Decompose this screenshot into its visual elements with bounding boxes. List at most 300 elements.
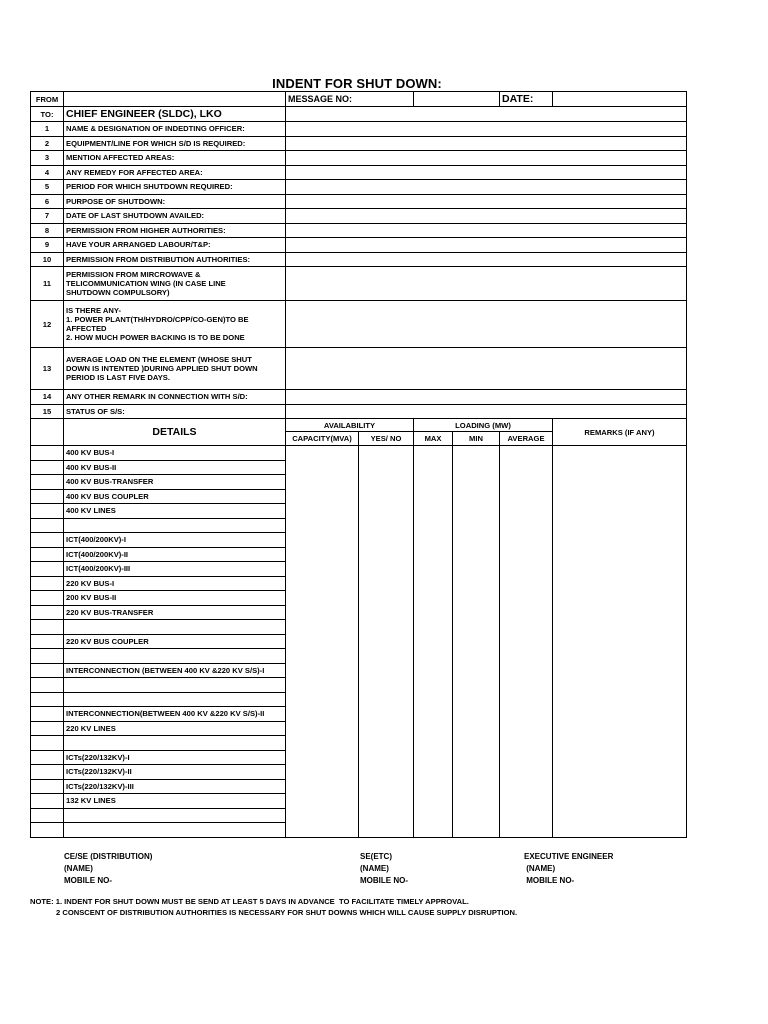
details-row-blank xyxy=(31,446,64,461)
question-answer-field[interactable] xyxy=(286,209,687,224)
details-entry-cell[interactable] xyxy=(553,736,687,751)
details-entry-cell[interactable] xyxy=(414,721,453,736)
message-no-field[interactable] xyxy=(414,92,500,107)
details-entry-cell[interactable] xyxy=(359,504,414,519)
details-entry-cell[interactable] xyxy=(286,576,359,591)
signature-mobile: MOBILE NO- xyxy=(360,876,408,885)
details-row-blank xyxy=(31,620,64,635)
details-row xyxy=(31,620,687,635)
form-title: INDENT FOR SHUT DOWN: xyxy=(272,76,442,91)
details-entry-cell[interactable] xyxy=(553,475,687,490)
details-row-label: 132 KV LINES xyxy=(64,794,286,809)
details-entry-cell[interactable] xyxy=(453,489,500,504)
details-entry-cell[interactable] xyxy=(414,692,453,707)
details-row-label: ICTs(220/132KV)-I xyxy=(64,750,286,765)
details-entry-cell[interactable] xyxy=(553,750,687,765)
details-entry-cell[interactable] xyxy=(359,750,414,765)
details-entry-cell[interactable] xyxy=(553,504,687,519)
details-entry-cell[interactable] xyxy=(453,663,500,678)
details-entry-cell[interactable] xyxy=(500,707,553,722)
details-entry-cell[interactable] xyxy=(286,562,359,577)
details-entry-cell[interactable] xyxy=(500,591,553,606)
details-entry-cell[interactable] xyxy=(414,765,453,780)
question-row xyxy=(31,301,687,348)
from-value-cell[interactable] xyxy=(64,92,286,107)
details-entry-cell[interactable] xyxy=(414,605,453,620)
details-entry-cell[interactable] xyxy=(500,750,553,765)
details-entry-cell[interactable] xyxy=(414,533,453,548)
details-entry-cell[interactable] xyxy=(553,562,687,577)
question-number: 2 xyxy=(31,136,64,151)
details-row-blank xyxy=(31,750,64,765)
details-entry-cell[interactable] xyxy=(553,518,687,533)
details-entry-cell[interactable] xyxy=(359,649,414,664)
details-entry-cell[interactable] xyxy=(414,707,453,722)
details-entry-cell[interactable] xyxy=(359,634,414,649)
details-entry-cell[interactable] xyxy=(359,663,414,678)
question-answer-field[interactable] xyxy=(286,404,687,419)
details-row-label: 220 KV BUS-TRANSFER xyxy=(64,605,286,620)
question-row xyxy=(31,223,687,238)
details-entry-cell[interactable] xyxy=(553,823,687,838)
details-entry-cell[interactable] xyxy=(414,779,453,794)
details-row-blank xyxy=(31,678,64,693)
question-number: 8 xyxy=(31,223,64,238)
details-entry-cell[interactable] xyxy=(500,678,553,693)
question-row xyxy=(31,348,687,390)
details-entry-cell[interactable] xyxy=(453,620,500,635)
details-entry-cell[interactable] xyxy=(553,692,687,707)
details-entry-cell[interactable] xyxy=(359,808,414,823)
question-row xyxy=(31,165,687,180)
details-row-blank xyxy=(31,634,64,649)
details-row-blank xyxy=(31,707,64,722)
details-row-blank xyxy=(31,504,64,519)
details-entry-cell[interactable] xyxy=(500,446,553,461)
details-entry-cell[interactable] xyxy=(286,678,359,693)
details-row-label: INTERCONNECTION (BETWEEN 400 KV &220 KV S/S)-I xyxy=(64,663,286,678)
details-entry-cell[interactable] xyxy=(286,823,359,838)
question-answer-field[interactable] xyxy=(286,194,687,209)
details-row-label: 220 KV BUS COUPLER xyxy=(64,634,286,649)
question-text xyxy=(64,267,286,301)
details-entry-cell[interactable] xyxy=(359,475,414,490)
details-entry-cell[interactable] xyxy=(414,808,453,823)
details-row-blank xyxy=(31,576,64,591)
details-entry-cell[interactable] xyxy=(414,460,453,475)
details-entry-cell[interactable] xyxy=(453,736,500,751)
details-entry-cell[interactable] xyxy=(500,576,553,591)
details-entry-cell[interactable] xyxy=(553,721,687,736)
details-entry-cell[interactable] xyxy=(453,605,500,620)
details-entry-cell[interactable] xyxy=(414,547,453,562)
question-number: 10 xyxy=(31,252,64,267)
details-row xyxy=(31,794,687,809)
details-entry-cell[interactable] xyxy=(359,576,414,591)
details-entry-cell[interactable] xyxy=(500,794,553,809)
details-entry-cell[interactable] xyxy=(414,562,453,577)
details-entry-cell[interactable] xyxy=(414,678,453,693)
question-number: 3 xyxy=(31,151,64,166)
details-entry-cell[interactable] xyxy=(414,446,453,461)
details-entry-cell[interactable] xyxy=(286,591,359,606)
details-entry-cell[interactable] xyxy=(453,460,500,475)
details-entry-cell[interactable] xyxy=(414,823,453,838)
details-entry-cell[interactable] xyxy=(453,547,500,562)
question-text: PERIOD FOR WHICH SHUTDOWN REQUIRED: xyxy=(64,180,286,195)
details-entry-cell[interactable] xyxy=(359,779,414,794)
question-text-line: 1. POWER PLANT(TH/HYDRO/CPP/CO-GEN)TO BE xyxy=(66,315,249,324)
subheading-yes-no: YES/ NO xyxy=(359,432,414,446)
details-entry-cell[interactable] xyxy=(359,736,414,751)
details-entry-cell[interactable] xyxy=(414,750,453,765)
details-entry-cell[interactable] xyxy=(500,736,553,751)
subheading-min: MIN xyxy=(453,432,500,446)
subheading-max: MAX xyxy=(414,432,453,446)
to-value: CHIEF ENGINEER (SLDC), LKO xyxy=(64,107,286,122)
remarks-heading: REMARKS (IF ANY) xyxy=(553,419,687,446)
signature-mobile: MOBILE NO- xyxy=(64,876,112,885)
details-entry-cell[interactable] xyxy=(359,707,414,722)
details-entry-cell[interactable] xyxy=(500,533,553,548)
details-entry-cell[interactable] xyxy=(286,808,359,823)
details-entry-cell[interactable] xyxy=(414,475,453,490)
details-entry-cell[interactable] xyxy=(359,533,414,548)
details-entry-cell[interactable] xyxy=(500,562,553,577)
question-answer-field[interactable] xyxy=(286,122,687,137)
details-row-blank xyxy=(31,489,64,504)
details-entry-cell[interactable] xyxy=(500,460,553,475)
details-entry-cell[interactable] xyxy=(453,765,500,780)
details-row xyxy=(31,692,687,707)
details-entry-cell[interactable] xyxy=(500,634,553,649)
indent-form-table xyxy=(30,91,687,838)
signature-role: SE(ETC) xyxy=(360,852,392,861)
question-number: 14 xyxy=(31,390,64,405)
details-entry-cell[interactable] xyxy=(286,518,359,533)
details-entry-cell[interactable] xyxy=(453,692,500,707)
details-entry-cell[interactable] xyxy=(553,808,687,823)
question-answer-field[interactable] xyxy=(286,238,687,253)
details-row-blank xyxy=(31,605,64,620)
question-answer-field[interactable] xyxy=(286,267,687,301)
question-row xyxy=(31,238,687,253)
details-entry-cell[interactable] xyxy=(359,591,414,606)
details-entry-cell[interactable] xyxy=(286,736,359,751)
details-entry-cell[interactable] xyxy=(453,750,500,765)
details-row-blank xyxy=(31,663,64,678)
question-text: HAVE YOUR ARRANGED LABOUR/T&P: xyxy=(64,238,286,253)
details-entry-cell[interactable] xyxy=(286,547,359,562)
details-row-label xyxy=(64,518,286,533)
question-text-line: PERMISSION FROM MIRCROWAVE & xyxy=(66,270,201,279)
details-row-label: ICT(400/200KV)-II xyxy=(64,547,286,562)
details-entry-cell[interactable] xyxy=(453,576,500,591)
details-entry-cell[interactable] xyxy=(500,649,553,664)
details-row xyxy=(31,707,687,722)
details-entry-cell[interactable] xyxy=(553,649,687,664)
details-entry-cell[interactable] xyxy=(453,678,500,693)
subheading-capacity: CAPACITY(MVA) xyxy=(286,432,359,446)
question-number: 5 xyxy=(31,180,64,195)
details-row-label: 200 KV BUS-II xyxy=(64,591,286,606)
date-label: DATE: xyxy=(500,92,553,107)
details-entry-cell[interactable] xyxy=(453,707,500,722)
question-number: 9 xyxy=(31,238,64,253)
details-row xyxy=(31,779,687,794)
question-number: 15 xyxy=(31,404,64,419)
question-answer-field[interactable] xyxy=(286,348,687,390)
details-entry-cell[interactable] xyxy=(500,808,553,823)
details-entry-cell[interactable] xyxy=(453,721,500,736)
question-row xyxy=(31,180,687,195)
details-entry-cell[interactable] xyxy=(286,504,359,519)
details-row-label: ICT(400/200KV)-I xyxy=(64,533,286,548)
question-row xyxy=(31,194,687,209)
details-row xyxy=(31,518,687,533)
details-entry-cell[interactable] xyxy=(553,489,687,504)
details-heading: DETAILS xyxy=(64,419,286,446)
details-entry-cell[interactable] xyxy=(500,504,553,519)
details-entry-cell[interactable] xyxy=(453,504,500,519)
details-entry-cell[interactable] xyxy=(286,533,359,548)
details-row-blank xyxy=(31,591,64,606)
details-entry-cell[interactable] xyxy=(500,518,553,533)
date-field[interactable] xyxy=(553,92,687,107)
details-entry-cell[interactable] xyxy=(453,518,500,533)
details-entry-cell[interactable] xyxy=(286,489,359,504)
details-row-label: INTERCONNECTION(BETWEEN 400 KV &220 KV S/S)-II xyxy=(64,707,286,722)
question-row xyxy=(31,404,687,419)
signature-block-ee xyxy=(524,851,613,887)
details-entry-cell[interactable] xyxy=(500,765,553,780)
details-entry-cell[interactable] xyxy=(553,663,687,678)
details-entry-cell[interactable] xyxy=(286,692,359,707)
details-entry-cell[interactable] xyxy=(359,547,414,562)
question-number: 1 xyxy=(31,122,64,137)
details-row-label: 400 KV BUS COUPLER xyxy=(64,489,286,504)
question-answer-field[interactable] xyxy=(286,252,687,267)
details-entry-cell[interactable] xyxy=(359,721,414,736)
question-text: EQUIPMENT/LINE FOR WHICH S/D IS REQUIRED: xyxy=(64,136,286,151)
details-entry-cell[interactable] xyxy=(500,692,553,707)
details-entry-cell[interactable] xyxy=(500,475,553,490)
details-entry-cell[interactable] xyxy=(453,446,500,461)
details-row-blank xyxy=(31,518,64,533)
details-entry-cell[interactable] xyxy=(286,707,359,722)
details-entry-cell[interactable] xyxy=(414,518,453,533)
details-row xyxy=(31,576,687,591)
question-text-line: DOWN IS INTENTED )DURING APPLIED SHUT DOWN xyxy=(66,364,258,373)
details-row-label: ICTs(220/132KV)-III xyxy=(64,779,286,794)
question-answer-field[interactable] xyxy=(286,151,687,166)
details-entry-cell[interactable] xyxy=(359,794,414,809)
details-entry-cell[interactable] xyxy=(359,765,414,780)
details-row-label xyxy=(64,808,286,823)
question-row xyxy=(31,136,687,151)
details-row-label: ICTs(220/132KV)-II xyxy=(64,765,286,780)
details-entry-cell[interactable] xyxy=(453,533,500,548)
details-entry-cell[interactable] xyxy=(453,779,500,794)
to-label: TO: xyxy=(31,107,64,122)
details-entry-cell[interactable] xyxy=(286,460,359,475)
details-row-label: 220 KV LINES xyxy=(64,721,286,736)
details-entry-cell[interactable] xyxy=(553,460,687,475)
notes-block xyxy=(30,896,517,918)
details-entry-cell[interactable] xyxy=(286,765,359,780)
details-entry-cell[interactable] xyxy=(414,489,453,504)
question-answer-field[interactable] xyxy=(286,180,687,195)
details-entry-cell[interactable] xyxy=(286,750,359,765)
details-entry-cell[interactable] xyxy=(359,446,414,461)
details-entry-cell[interactable] xyxy=(414,663,453,678)
details-row-label xyxy=(64,736,286,751)
details-row xyxy=(31,591,687,606)
details-entry-cell[interactable] xyxy=(553,620,687,635)
details-row xyxy=(31,533,687,548)
details-entry-cell[interactable] xyxy=(414,591,453,606)
question-text: MENTION AFFECTED AREAS: xyxy=(64,151,286,166)
question-text xyxy=(64,348,286,390)
question-number: 12 xyxy=(31,301,64,348)
details-row-label: 400 KV BUS-II xyxy=(64,460,286,475)
to-answer-field[interactable] xyxy=(286,107,687,122)
details-row xyxy=(31,765,687,780)
details-row-label: 400 KV LINES xyxy=(64,504,286,519)
details-entry-cell[interactable] xyxy=(286,721,359,736)
details-entry-cell[interactable] xyxy=(453,562,500,577)
details-row xyxy=(31,808,687,823)
details-row-blank xyxy=(31,794,64,809)
details-entry-cell[interactable] xyxy=(553,707,687,722)
details-entry-cell[interactable] xyxy=(286,649,359,664)
signature-role: CE/SE (DISTRIBUTION) xyxy=(64,852,153,861)
details-row xyxy=(31,736,687,751)
details-row xyxy=(31,460,687,475)
details-entry-cell[interactable] xyxy=(359,678,414,693)
details-entry-cell[interactable] xyxy=(359,460,414,475)
details-entry-cell[interactable] xyxy=(453,794,500,809)
details-entry-cell[interactable] xyxy=(286,634,359,649)
details-entry-cell[interactable] xyxy=(553,446,687,461)
details-entry-cell[interactable] xyxy=(286,446,359,461)
signature-role: EXECUTIVE ENGINEER xyxy=(524,852,614,861)
details-entry-cell[interactable] xyxy=(359,620,414,635)
details-entry-cell[interactable] xyxy=(453,823,500,838)
details-row-label: 400 KV BUS-TRANSFER xyxy=(64,475,286,490)
details-entry-cell[interactable] xyxy=(553,591,687,606)
question-number: 13 xyxy=(31,348,64,390)
details-entry-cell[interactable] xyxy=(553,794,687,809)
details-row-blank xyxy=(31,475,64,490)
question-answer-field[interactable] xyxy=(286,165,687,180)
details-entry-cell[interactable] xyxy=(286,620,359,635)
details-row-label xyxy=(64,678,286,693)
signature-name: (NAME) xyxy=(524,864,556,873)
question-text xyxy=(64,301,286,348)
details-entry-cell[interactable] xyxy=(453,649,500,664)
signature-block-se xyxy=(360,851,408,887)
details-row xyxy=(31,678,687,693)
details-entry-cell[interactable] xyxy=(500,823,553,838)
details-entry-cell[interactable] xyxy=(414,649,453,664)
details-entry-cell[interactable] xyxy=(553,576,687,591)
details-entry-cell[interactable] xyxy=(359,605,414,620)
details-entry-cell[interactable] xyxy=(359,823,414,838)
details-entry-cell[interactable] xyxy=(359,562,414,577)
question-answer-field[interactable] xyxy=(286,301,687,348)
question-row xyxy=(31,252,687,267)
note-2: 2 CONSCENT OF DISTRIBUTION AUTHORITIES IS NECESSARY FOR SHUT DOWNS WHICH WILL CAUSE SUPPLY DISRUPTION. xyxy=(56,908,518,917)
question-text-line: PERIOD IS LAST FIVE DAYS. xyxy=(66,373,170,382)
details-entry-cell[interactable] xyxy=(453,591,500,606)
details-entry-cell[interactable] xyxy=(359,692,414,707)
details-entry-cell[interactable] xyxy=(286,663,359,678)
details-entry-cell[interactable] xyxy=(553,779,687,794)
details-entry-cell[interactable] xyxy=(414,736,453,751)
details-entry-cell[interactable] xyxy=(359,518,414,533)
details-entry-cell[interactable] xyxy=(286,794,359,809)
details-row-blank xyxy=(31,649,64,664)
details-entry-cell[interactable] xyxy=(414,794,453,809)
details-entry-cell[interactable] xyxy=(414,504,453,519)
details-row-blank xyxy=(31,721,64,736)
from-label: FROM xyxy=(31,92,64,107)
details-entry-cell[interactable] xyxy=(286,605,359,620)
details-entry-cell[interactable] xyxy=(453,808,500,823)
details-entry-cell[interactable] xyxy=(500,779,553,794)
details-entry-cell[interactable] xyxy=(453,475,500,490)
details-row xyxy=(31,475,687,490)
details-row-blank xyxy=(31,562,64,577)
details-entry-cell[interactable] xyxy=(414,620,453,635)
details-entry-cell[interactable] xyxy=(414,634,453,649)
details-entry-cell[interactable] xyxy=(414,576,453,591)
availability-heading: AVAILABILITY xyxy=(286,419,414,432)
details-entry-cell[interactable] xyxy=(553,765,687,780)
details-entry-cell[interactable] xyxy=(553,605,687,620)
details-row-blank xyxy=(31,823,64,838)
details-row-label: 220 KV BUS-I xyxy=(64,576,286,591)
details-entry-cell[interactable] xyxy=(286,779,359,794)
details-entry-cell[interactable] xyxy=(500,489,553,504)
details-entry-cell[interactable] xyxy=(500,605,553,620)
details-entry-cell[interactable] xyxy=(553,634,687,649)
details-row-label xyxy=(64,692,286,707)
details-entry-cell[interactable] xyxy=(500,663,553,678)
details-row xyxy=(31,562,687,577)
details-row-blank xyxy=(31,533,64,548)
details-row xyxy=(31,721,687,736)
signature-block-ce xyxy=(64,851,152,887)
details-entry-cell[interactable] xyxy=(500,620,553,635)
details-entry-cell[interactable] xyxy=(286,475,359,490)
details-entry-cell[interactable] xyxy=(500,721,553,736)
details-blank-cell xyxy=(31,419,64,446)
question-answer-field[interactable] xyxy=(286,136,687,151)
details-row xyxy=(31,605,687,620)
details-row-blank xyxy=(31,692,64,707)
details-entry-cell[interactable] xyxy=(553,678,687,693)
details-entry-cell[interactable] xyxy=(553,547,687,562)
details-entry-cell[interactable] xyxy=(500,547,553,562)
details-entry-cell[interactable] xyxy=(359,489,414,504)
details-row xyxy=(31,489,687,504)
details-entry-cell[interactable] xyxy=(553,533,687,548)
question-answer-field[interactable] xyxy=(286,390,687,405)
question-answer-field[interactable] xyxy=(286,223,687,238)
details-entry-cell[interactable] xyxy=(453,634,500,649)
